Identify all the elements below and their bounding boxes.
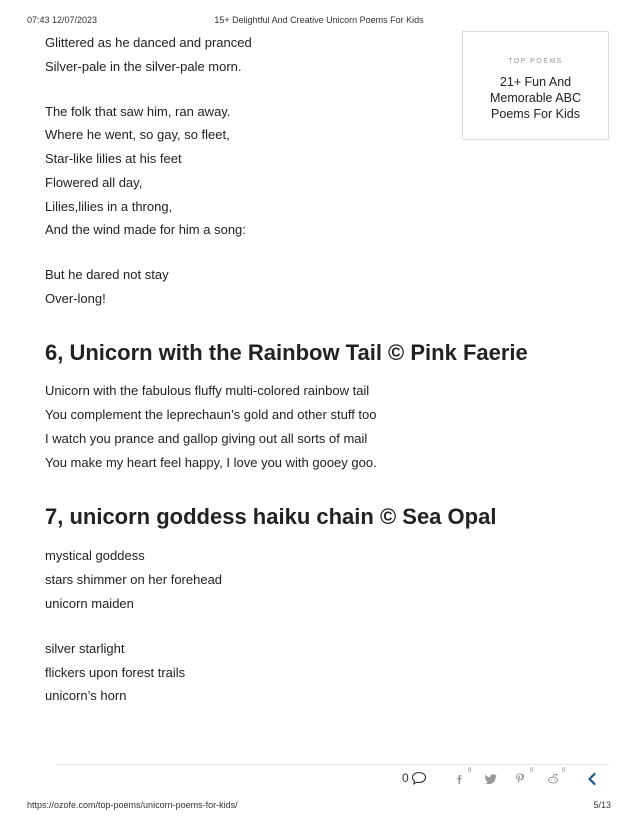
poem-6-heading: 6, Unicorn with the Rainbow Tail © Pink Faerie xyxy=(45,340,528,365)
poem-line: flickers upon forest trails xyxy=(45,665,186,680)
pinterest-icon xyxy=(515,773,525,786)
top-poem-link[interactable]: 21+ Fun And Memorable ABC Poems For Kids xyxy=(489,75,581,121)
comment-count: 0 xyxy=(402,771,409,785)
print-document-title: 15+ Delightful And Creative Unicorn Poems For Kids xyxy=(214,15,424,25)
poem-line: silver starlight xyxy=(45,641,125,656)
poem-line: Flowered all day, xyxy=(45,175,143,190)
poem-line: Star-like lilies at his feet xyxy=(45,151,182,166)
collapse-share-button[interactable] xyxy=(584,768,602,790)
poem-line: Silver-pale in the silver-pale morn. xyxy=(45,59,242,74)
poem-line: The folk that saw him, ran away. xyxy=(45,104,231,119)
poem-line: mystical goddess xyxy=(45,548,145,563)
print-page-number: 5/13 xyxy=(593,800,611,810)
print-url: https://ozofe.com/top-poems/unicorn-poems-for-kids/ xyxy=(27,800,238,810)
poem-line: Unicorn with the fabulous fluffy multi-colored rainbow tail xyxy=(45,383,370,398)
poem-line: You make my heart feel happy, I love you with gooey goo. xyxy=(45,455,377,470)
reddit-share-button[interactable] xyxy=(544,768,570,790)
print-header xyxy=(0,0,638,28)
poem-line: Where he went, so gay, so fleet, xyxy=(45,127,230,142)
poem-line: I watch you prance and gallop giving out all sorts of mail xyxy=(45,431,368,446)
poem-7-heading: 7, unicorn goddess haiku chain © Sea Opal xyxy=(45,504,497,529)
poem-line: Glittered as he danced and pranced xyxy=(45,35,252,50)
poem-line: Lilies,lilies in a throng, xyxy=(45,199,173,214)
facebook-icon xyxy=(456,774,464,785)
poem-line: And the wind made for him a song: xyxy=(45,222,246,237)
chevron-left-icon xyxy=(587,772,597,786)
poem-line: Over-long! xyxy=(45,291,106,306)
twitter-share-button[interactable] xyxy=(482,768,502,790)
poem-line: unicorn’s horn xyxy=(45,688,127,703)
facebook-share-button[interactable] xyxy=(452,768,476,790)
poem-line: unicorn maiden xyxy=(45,596,134,611)
poem-line: You complement the leprechaun’s gold and other stuff too xyxy=(45,407,377,422)
comment-icon xyxy=(411,771,427,785)
poem-line: But he dared not stay xyxy=(45,267,169,282)
reddit-icon xyxy=(547,773,559,784)
print-footer xyxy=(0,797,638,817)
share-count: 0 xyxy=(530,768,534,774)
top-poems-widget xyxy=(462,31,609,140)
poem-line: stars shimmer on her forehead xyxy=(45,572,223,587)
twitter-icon xyxy=(485,774,497,784)
top-poems-label: TOP POEMS xyxy=(508,58,563,65)
print-timestamp: 07:43 12/07/2023 xyxy=(27,15,98,25)
share-count: 0 xyxy=(468,768,472,774)
pinterest-share-button[interactable] xyxy=(512,768,538,790)
share-count: 0 xyxy=(562,768,566,774)
